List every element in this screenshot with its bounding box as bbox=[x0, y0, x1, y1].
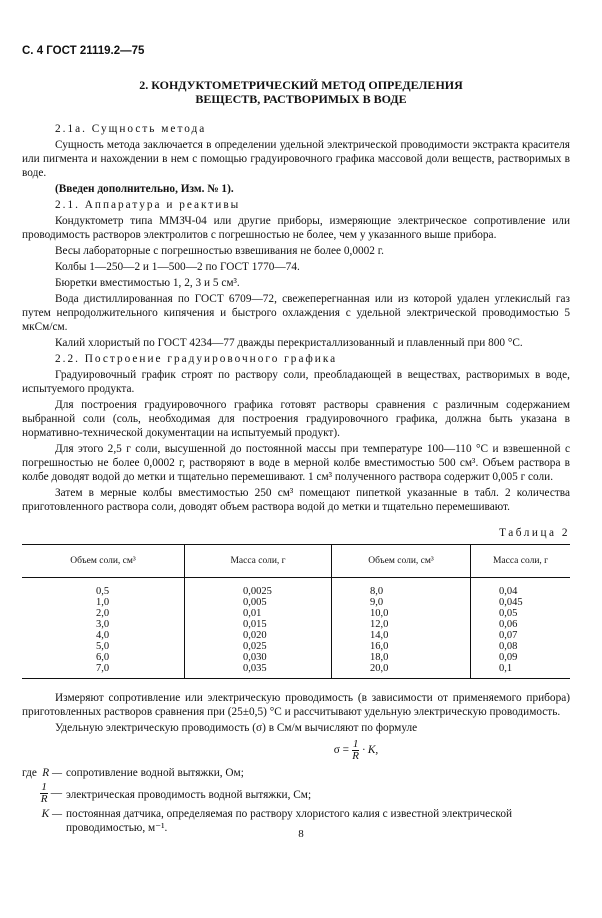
paragraph: Градуировочный график строят по раствору соли, преобладающей в веществах, растворимых в воде, испытуемого продукта. bbox=[22, 369, 570, 395]
table-cell: 6,0 bbox=[96, 652, 110, 663]
table-caption: Таблица 2 bbox=[499, 527, 570, 539]
table-cell: 20,0 bbox=[332, 663, 471, 679]
fraction-numerator: 1 bbox=[352, 738, 359, 750]
table-cell: 0,045 bbox=[471, 597, 571, 608]
paragraph: Вода дистиллированная по ГОСТ 6709—72, свежеперегнанная или из которой удален углекислый газ путем непродолжительного кипячения и быстрого охлаждения с удельной электрической проводимостью 5 мкСм/см. bbox=[22, 293, 570, 333]
paragraph: Калий хлористый по ГОСТ 4234—77 дважды перекристаллизованный и плавленный при 800 °С. bbox=[55, 337, 523, 349]
fraction-denominator: R bbox=[352, 750, 359, 762]
subsection-2-1-title: 2.1. Аппаратура и реактивы bbox=[55, 199, 241, 211]
table-cell: 0,020 bbox=[185, 630, 332, 641]
definition-intro: где bbox=[22, 767, 37, 779]
table-row bbox=[22, 619, 570, 630]
subsection-2-2-title: 2.2. Построение градуировочного графика bbox=[55, 353, 338, 365]
table-cell: 8,0 bbox=[332, 578, 471, 598]
table-cell: 2,0 bbox=[96, 608, 110, 619]
table-cell: 4,0 bbox=[96, 630, 110, 641]
table-cell: 0,015 bbox=[185, 619, 332, 630]
table-body bbox=[22, 578, 570, 679]
table-row bbox=[22, 652, 570, 663]
table-cell: 0,01 bbox=[185, 608, 332, 619]
table-cell: 0,035 bbox=[185, 663, 332, 679]
paragraph: Весы лабораторные с погрешностью взвешивания не более 0,0002 г. bbox=[55, 245, 384, 257]
table-cell: 0,04 bbox=[471, 578, 571, 598]
calibration-table bbox=[22, 544, 570, 679]
table-row bbox=[22, 608, 570, 619]
definition-dash: — bbox=[50, 787, 62, 800]
table-row bbox=[22, 578, 570, 598]
table-cell: 0,09 bbox=[471, 652, 571, 663]
definition-text: электрическая проводимость водной вытяжки, См; bbox=[66, 789, 312, 801]
table-cell: 0,06 bbox=[471, 619, 571, 630]
title-line-1: 2. КОНДУКТОМЕТРИЧЕСКИЙ МЕТОД ОПРЕДЕЛЕНИЯ bbox=[139, 78, 463, 92]
subsection-2-1a-title: 2.1а. Сущность метода bbox=[55, 123, 207, 135]
table-header-cell: Масса соли, г bbox=[185, 545, 332, 578]
definition-symbol: R — bbox=[42, 767, 62, 779]
table-cell: 1,0 bbox=[96, 597, 110, 608]
amendment-note: (Введен дополнительно, Изм. № 1). bbox=[55, 183, 234, 195]
title-line-2: ВЕЩЕСТВ, РАСТВОРИМЫХ В ВОДЕ bbox=[195, 92, 407, 106]
formula-lhs: σ = bbox=[333, 744, 350, 757]
table-row bbox=[22, 641, 570, 652]
paragraph: Бюретки вместимостью 1, 2, 3 и 5 см³. bbox=[55, 277, 240, 289]
definition-symbol bbox=[22, 782, 66, 805]
table-cell: 0,08 bbox=[471, 641, 571, 652]
table-cell: 0,5 bbox=[96, 586, 110, 597]
fraction-denominator: R bbox=[40, 793, 48, 805]
paragraph: Кондуктометр типа ММЗЧ-04 или другие приборы, измеряющие электрическое сопротивление или проводимость растворов электролитов с погрешностью не более, чем у указанного выше прибора. bbox=[22, 215, 570, 241]
section-title bbox=[0, 78, 602, 106]
definition-inverse-R bbox=[22, 782, 570, 805]
table-header-cell: Объем соли, см³ bbox=[332, 545, 471, 578]
paragraph: Затем в мерные колбы вместимостью 250 см³ помещают пипеткой указанные в табл. 2 количества приготовленного раствора соли, доводят объем раствора водой до метки и тщательно перемешивают. bbox=[22, 487, 570, 513]
formula-rhs: · K, bbox=[362, 744, 379, 757]
table-cell: 0,0025 bbox=[185, 578, 332, 598]
table-cell: 5,0 bbox=[96, 641, 110, 652]
definition-R bbox=[22, 766, 570, 780]
paragraph: Удельную электрическую проводимость (σ) в См/м вычисляют по формуле bbox=[55, 722, 418, 734]
document-body bbox=[22, 122, 570, 837]
table-cell: 0,05 bbox=[471, 608, 571, 619]
paragraph: Измеряют сопротивление или электрическую проводимость (в зависимости от применяемого прибора) приготовленных растворов сравнения при (25±0,5) °С и рассчитывают удельную электрическую проводимость. bbox=[22, 692, 570, 718]
table-cell: 0,1 bbox=[471, 663, 571, 679]
table-cell: 0,025 bbox=[185, 641, 332, 652]
paragraph: Сущность метода заключается в определении удельной электрической проводимости экстракта красителя или пигмента и нахождении в нем с помощью градуировочного графика массовой доли веществ, растворимых в воде. bbox=[22, 139, 570, 179]
table-cell: 14,0 bbox=[332, 630, 471, 641]
table-cell: 0,005 bbox=[185, 597, 332, 608]
page-header: С. 4 ГОСТ 21119.2—75 bbox=[22, 45, 145, 57]
table-row bbox=[22, 597, 570, 608]
table-cell: 3,0 bbox=[96, 619, 110, 630]
table-row bbox=[22, 630, 570, 641]
table-cell: 18,0 bbox=[332, 652, 471, 663]
table-cell: 0,030 bbox=[185, 652, 332, 663]
definition-fraction bbox=[40, 782, 48, 805]
table-cell: 16,0 bbox=[332, 641, 471, 652]
paragraph: Для построения градуировочного графика готовят растворы сравнения с различным содержанием выбранной соли (соль, необходимая для построения градуировочного графика, должна быть указана в нормативно-технической документации на испытуемый продукт). bbox=[22, 399, 570, 439]
table-header-cell: Масса соли, г bbox=[471, 545, 571, 578]
formula-fraction bbox=[352, 739, 360, 762]
table-cell: 0,07 bbox=[471, 630, 571, 641]
table-cell: 9,0 bbox=[332, 597, 471, 608]
definition-symbol: K — bbox=[41, 808, 62, 820]
table-cell: 10,0 bbox=[332, 608, 471, 619]
formula bbox=[142, 739, 570, 762]
table-cell: 12,0 bbox=[332, 619, 471, 630]
definition-text: постоянная датчика, определяемая по раствору хлористого калия с известной электрической проводимостью, м⁻¹. bbox=[66, 808, 513, 834]
definition-text: сопротивление водной вытяжки, Ом; bbox=[66, 767, 244, 779]
fraction-numerator: 1 bbox=[41, 781, 47, 793]
table-cell: 7,0 bbox=[22, 663, 185, 679]
paragraph: Колбы 1—250—2 и 1—500—2 по ГОСТ 1770—74. bbox=[55, 261, 300, 273]
paragraph: Для этого 2,5 г соли, высушенной до постоянной массы при температуре 100—110 °С и взвешенной с погрешностью не более 0,0002 г, растворяют в воде в мерной колбе вместимостью 500 см³. Объем раствора в колбе доводят водой до метки и тщательно перемешивают. 1 см³ полученного раствора содержит 0,005 г соли. bbox=[22, 443, 570, 483]
page-number: 8 bbox=[298, 828, 304, 840]
table-row bbox=[22, 663, 570, 679]
table-header-cell: Объем соли, см³ bbox=[22, 545, 185, 578]
